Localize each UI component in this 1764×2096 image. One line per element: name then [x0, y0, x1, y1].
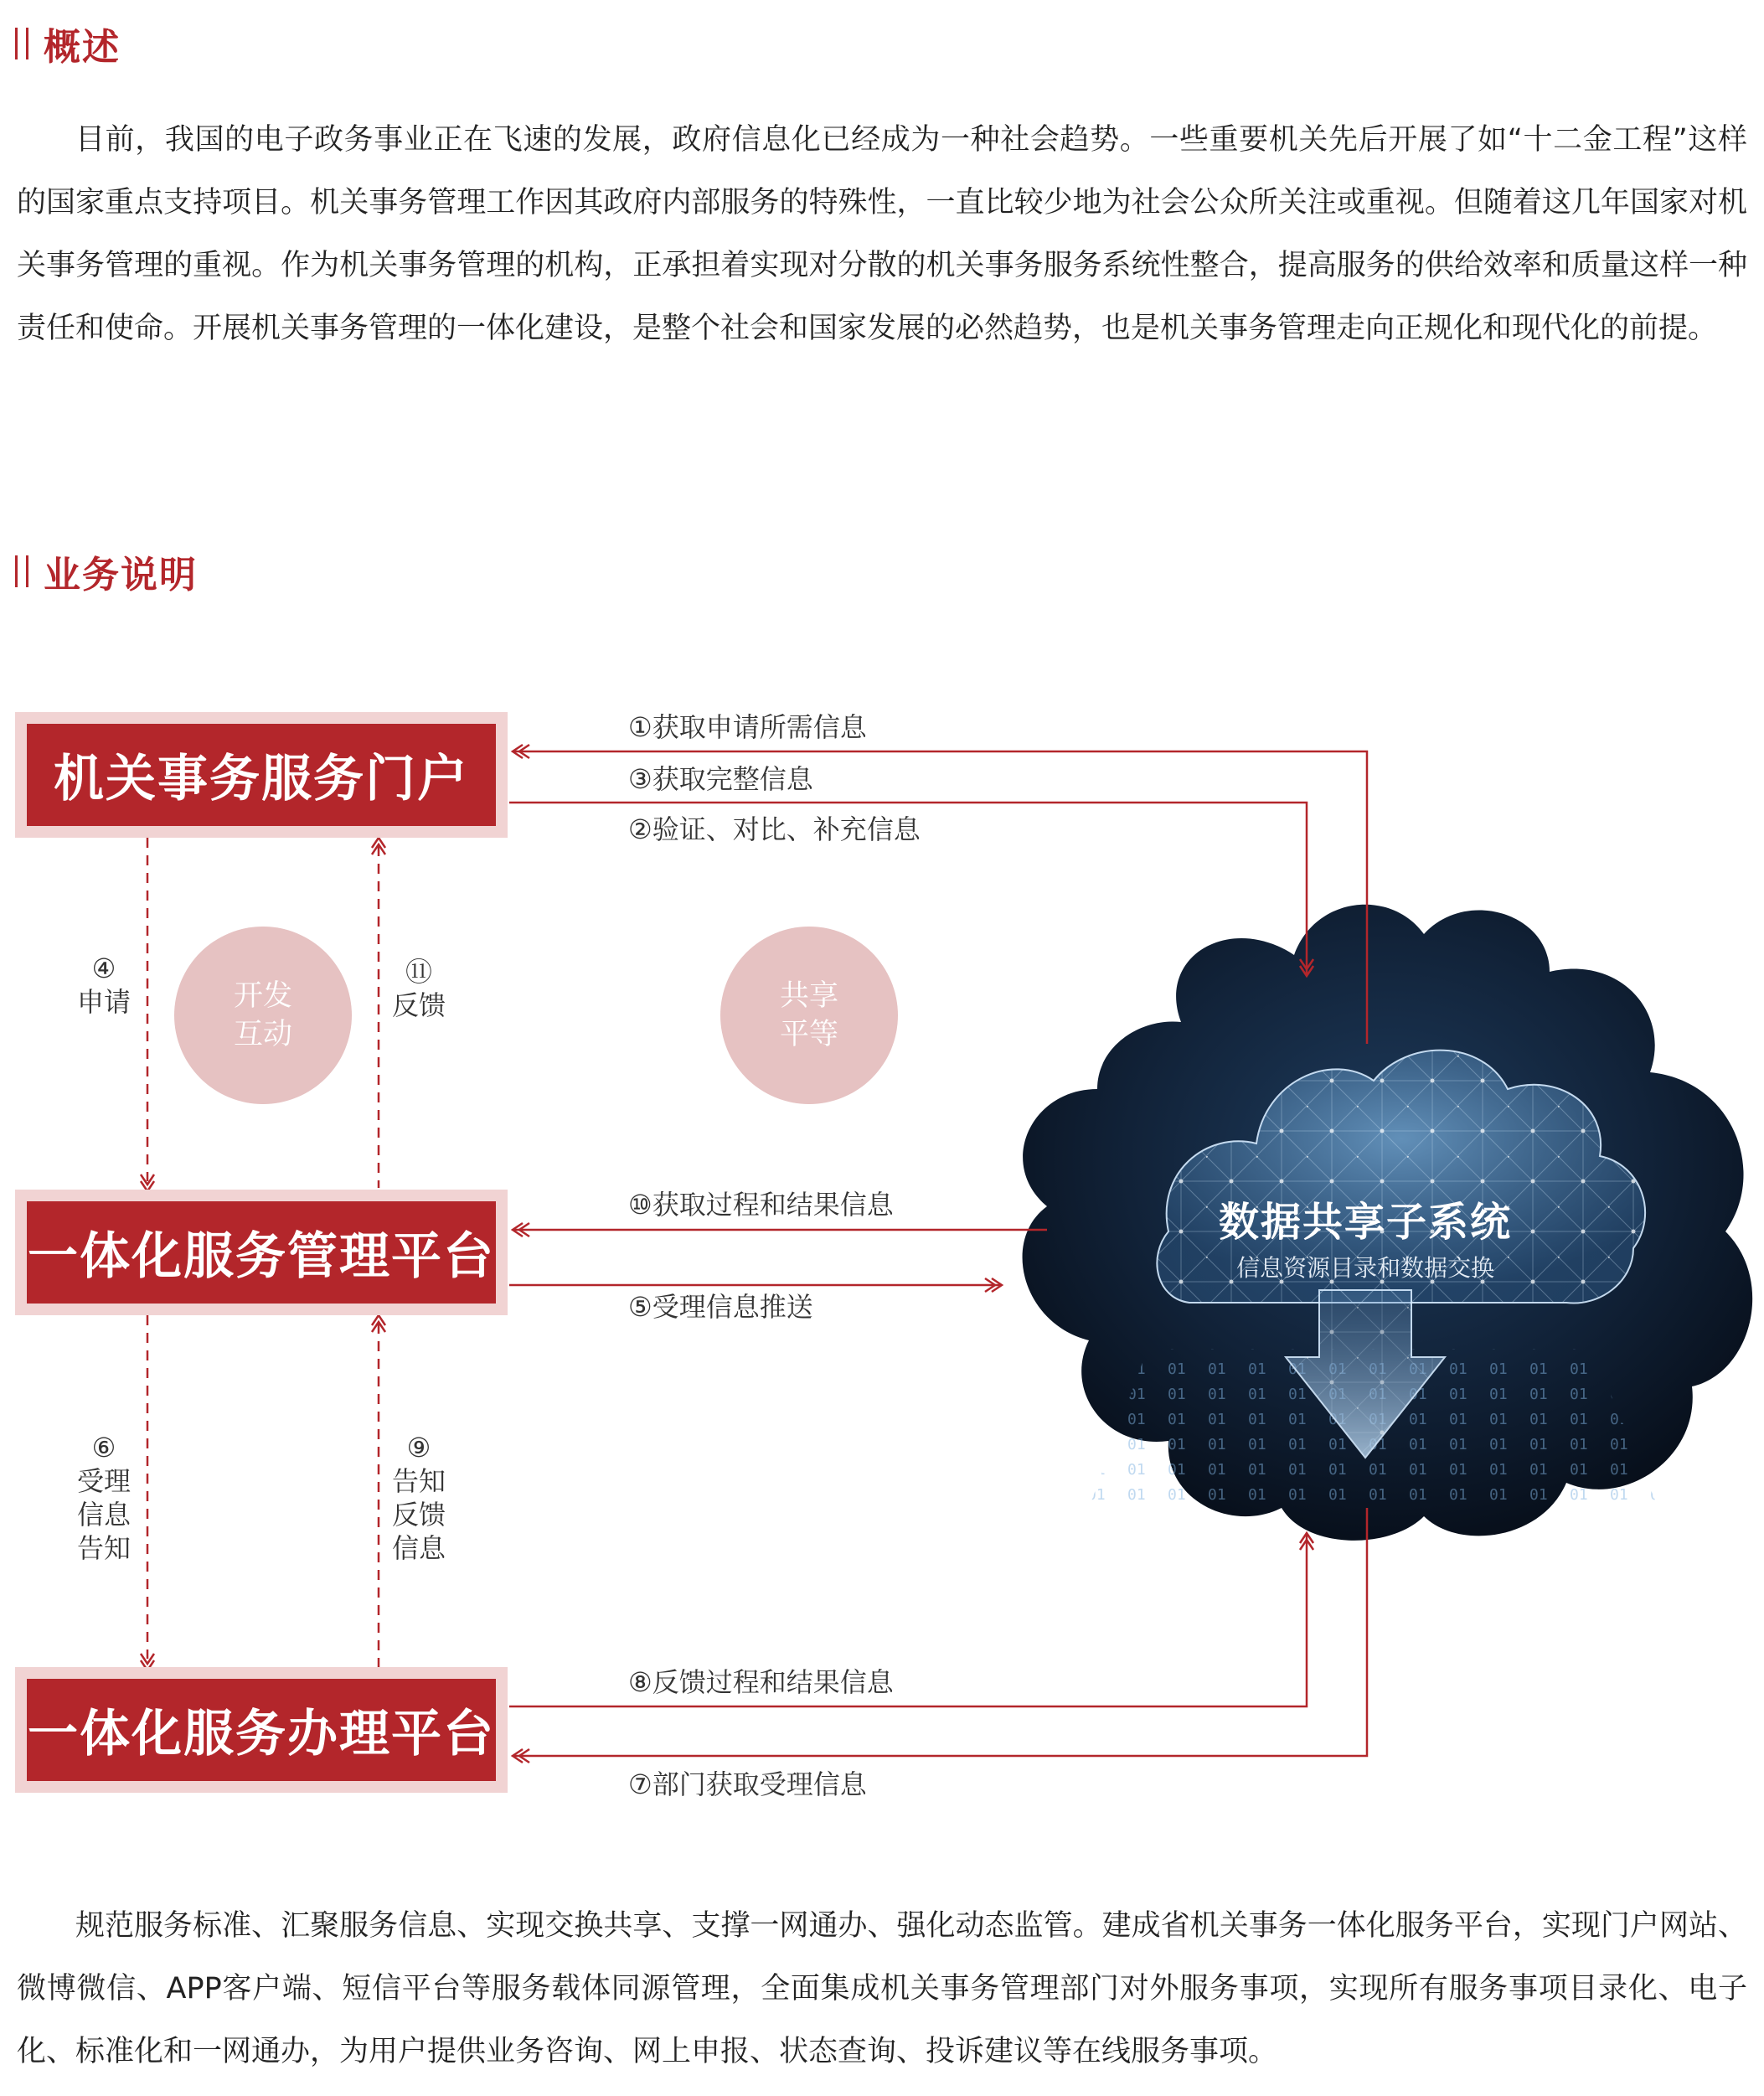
portal-box-label: 机关事务服务门户 [27, 724, 496, 826]
vertical-label-9 [385, 1431, 452, 1565]
step-text: 申请 [76, 986, 131, 1018]
overview-paragraph: 目前，我国的电子政务事业正在飞速的发展，政府信息化已经成为一种社会趋势。一些重要机关先后开展了如“十二金工程”这样的国家重点支持项目。机关事务管理工作因其政府内部服务的特殊性，一直比较少地为社会公众所关注或重视。但随着这几年国家对机关事务管理的重视。作为机关事务管理的机构，正承担着实现对分散的机关事务服务系统性整合，提高服务的供给效率和质量这样一种责任和使命。开展机关事务管理的一体化建设，是整个社会和国家发展的必然趋势，也是机关事务管理走向正规化和现代化的前提。 [17, 123, 1747, 345]
section-bars-icon [15, 555, 28, 587]
share-equal-circle [720, 927, 898, 1104]
flow-label-5: ⑤受理信息推送 [628, 1291, 813, 1323]
portal-box [15, 712, 508, 838]
flow-label-3: ③获取完整信息 [628, 763, 813, 795]
step-number: ④ [91, 952, 116, 984]
circle-line: 平等 [779, 1018, 838, 1051]
section-business-header [15, 545, 198, 598]
cloud-subtitle: 信息资源目录和数据交换 [1235, 1254, 1494, 1282]
step-text: 告知 [391, 1465, 446, 1497]
vertical-label-11 [385, 955, 452, 1022]
handling-platform-box [15, 1667, 508, 1793]
step-text: 告知 [76, 1532, 131, 1564]
step-text: 反馈 [391, 989, 446, 1021]
business-paragraph: 规范服务标准、汇聚服务信息、实现交换共享、支撑一网通办、强化动态监管。建成省机关事务一体化服务平台，实现门户网站、微博微信、APP客户端、短信平台等服务载体同源管理，全面集成机关事务管理部门对外服务事项，实现所有服务事项目录化、电子化、标准化和一网通办，为用户提供业务咨询、网上申报、状态查询、投诉建议等在线服务事项。 [17, 1909, 1747, 2068]
handling-platform-label: 一体化服务办理平台 [27, 1679, 496, 1781]
flow-label-7: ⑦部门获取受理信息 [628, 1768, 867, 1800]
section-bars-icon [15, 28, 28, 59]
flow-line-7 [513, 1508, 1367, 1756]
develop-interact-circle [174, 927, 352, 1104]
management-platform-label: 一体化服务管理平台 [27, 1201, 496, 1304]
flow-label-2: ②验证、对比、补充信息 [628, 813, 921, 845]
circle-line: 开发 [233, 979, 292, 1013]
step-text: 信息 [391, 1532, 446, 1564]
flow-label-1: ①获取申请所需信息 [628, 711, 867, 743]
section-title: 业务说明 [44, 554, 198, 596]
step-number: ⑪ [405, 956, 432, 988]
management-platform-box [15, 1190, 508, 1315]
circle-line: 共享 [779, 979, 838, 1013]
step-number: ⑥ [91, 1432, 116, 1464]
flow-label-10: ⑩获取过程和结果信息 [628, 1189, 894, 1221]
circle-line: 互动 [233, 1018, 292, 1051]
step-number: ⑨ [406, 1432, 431, 1464]
step-text: 反馈 [391, 1499, 446, 1531]
section-title: 概述 [44, 26, 121, 69]
step-text: 信息 [76, 1499, 131, 1531]
vertical-label-4 [70, 952, 137, 1019]
vertical-label-6 [70, 1431, 137, 1565]
business-flow-diagram [0, 704, 1764, 1809]
flow-label-8: ⑧反馈过程和结果信息 [628, 1666, 894, 1698]
step-text: 受理 [76, 1465, 131, 1497]
section-overview-header [15, 17, 121, 70]
cloud-title: 数据共享子系统 [1218, 1199, 1512, 1246]
